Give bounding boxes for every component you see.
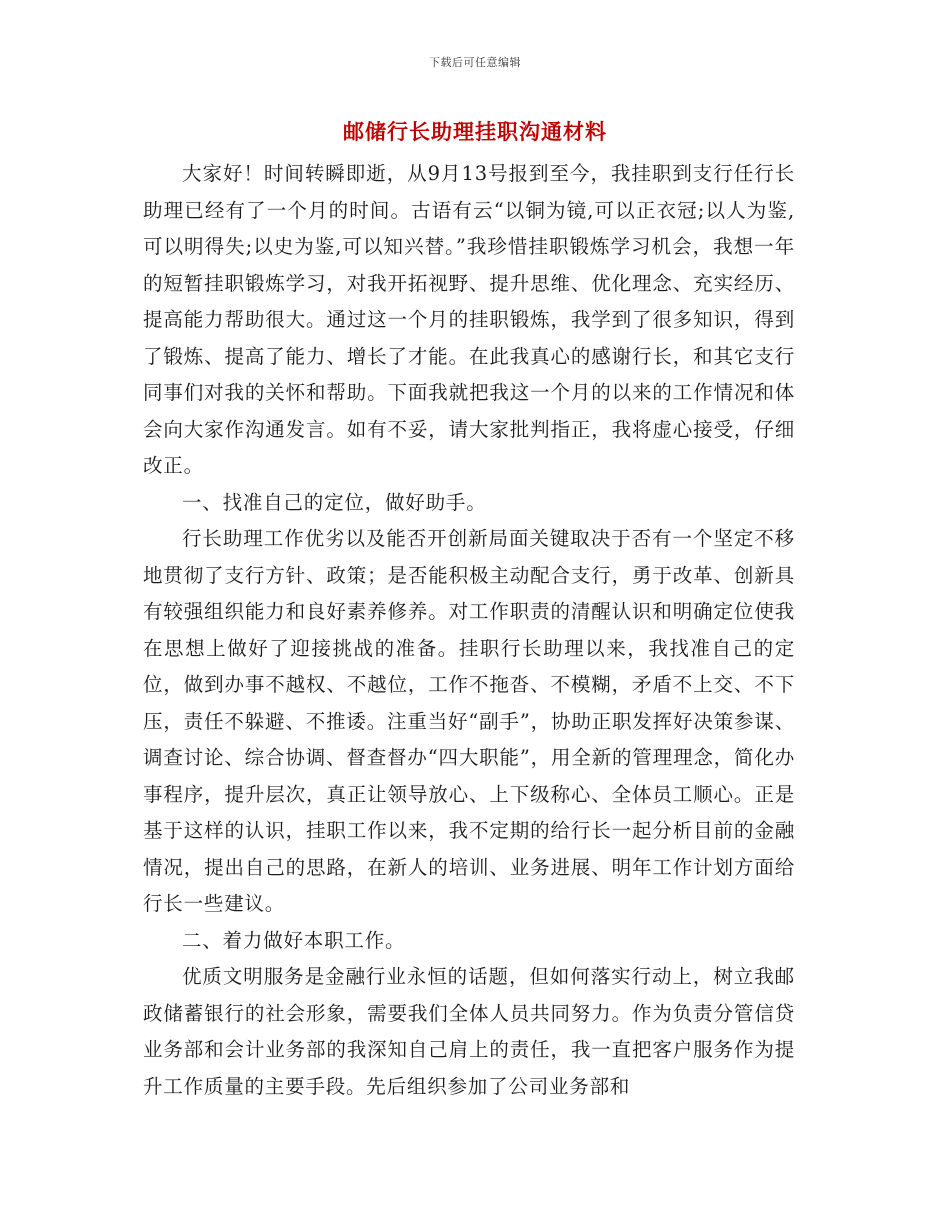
paragraph-intro: 大家好！时间转瞬即逝，从9月13号报到至今，我挂职到支行任行长助理已经有了一个月的时间。古语有云“以铜为镜,可以正衣冠;以人为鉴,可以明得失;以史为鉴,可以知兴替。”我珍惜挂职锻炼学习机会，我想一年的短暂挂职锻炼学习，对我开拓视野、提升思维、优化理念、充实经历、提高能力帮助很大。通过这一个月的挂职锻炼，我学到了很多知识，得到了锻炼、提高了能力、增长了才能。在此我真心的感谢行长，和其它支行同事们对我的关怀和帮助。下面我就把我这一个月的以来的工作情况和体会向大家作沟通发言。如有不妥，请大家批判指正，我将虚心接受，仔细改正。 (143, 162, 795, 477)
paragraph-section-2: 优质文明服务是金融行业永恒的话题，但如何落实行动上，树立我邮政储蓄银行的社会形象，需要我们全体人员共同努力。作为负责分管信贷业务部和会计业务部的我深知自己肩上的责任，我一直把客户服务作为提升工作质量的主要手段。先后组织参加了公司业务部和 (143, 965, 795, 1098)
document-body (143, 156, 795, 1105)
section-heading-2: 二、着力做好本职工作。 (182, 928, 406, 952)
section-heading-1: 一、找准自己的定位，做好助手。 (182, 490, 487, 514)
document-title: 邮储行长助理挂职沟通材料 (343, 119, 607, 144)
paragraph-section-1: 行长助理工作优劣以及能否开创新局面关键取决于否有一个坚定不移地贯彻了支行方针、政策；是否能积极主动配合支行，勇于改革、创新具有较强组织能力和良好素养修养。对工作职责的清醒认识和明确定位使我在思想上做好了迎接挑战的准备。挂职行长助理以来，我找准自己的定位，做到办事不越权、不越位，工作不拖沓、不模糊，矛盾不上交、不下压，责任不躲避、不推诿。注重当好“副手”，协助正职发挥好决策参谋、调查讨论、综合协调、督查督办“四大职能”，用全新的管理理念，简化办事程序，提升层次，真正让领导放心、上下级称心、全体员工顺心。正是基于这样的认识，挂职工作以来，我不定期的给行长一起分析目前的金融情况，提出自己的思路，在新人的培训、业务进展、明年工作计划方面给行长一些建议。 (143, 527, 795, 915)
header-note: 下载后可任意编辑 (429, 56, 521, 69)
